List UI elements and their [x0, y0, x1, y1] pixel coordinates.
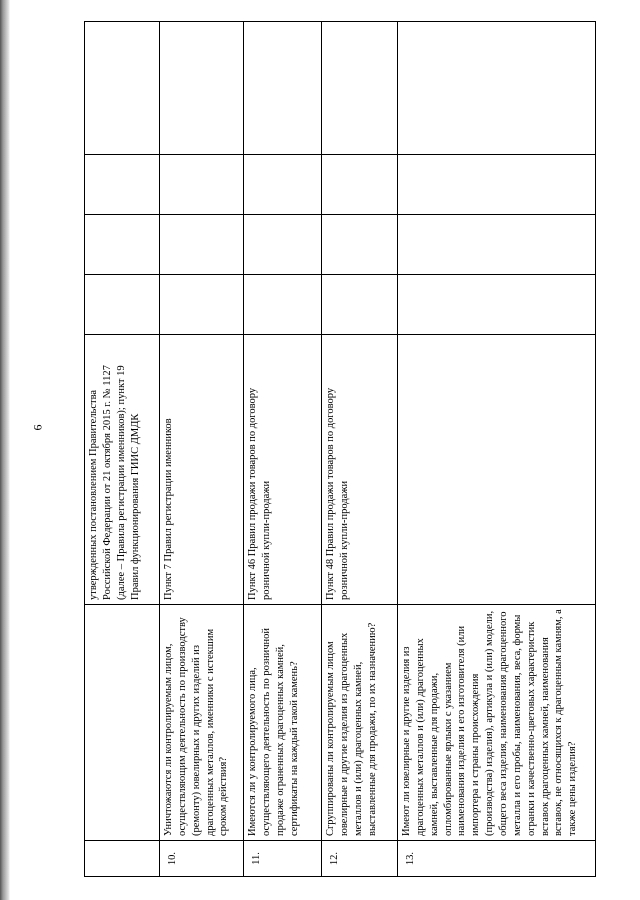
- empty-cell: [85, 22, 160, 155]
- question-cell: Сгруппированы ли контролируемым лицом ювелирные и другие изделия из драгоценных металлов и (или) драгоценных камней, выставленные для продажи, по их назначению?: [322, 605, 398, 841]
- rotated-checklist-table: [84, 22, 595, 877]
- reference-cell: [398, 335, 596, 605]
- reference-cell: Пункт 46 Правил продажи товаров по договору розничной купли-продажи: [244, 335, 322, 605]
- row-number: 13.: [398, 841, 596, 877]
- empty-cell: [398, 215, 596, 275]
- empty-cell: [160, 275, 244, 335]
- empty-cell: [322, 22, 398, 155]
- empty-cell: [244, 155, 322, 215]
- row-number: 12.: [322, 841, 398, 877]
- question-cell: Уничтожаются ли контролируемым лицом, осуществляющим деятельность по производству (ремонту) ювелирных и других изделий из драгоценных металлов, именники с истекшим сроком действия?: [160, 605, 244, 841]
- question-cell: [85, 605, 160, 841]
- table-row: [160, 22, 244, 877]
- empty-cell: [322, 155, 398, 215]
- question-cell: Имеют ли ювелирные и другие изделия из драгоценных металлов и (или) драгоценных камней, выставленные для продажи, опломбированные ярлыки с указанием наименования изделия и его изготовителя (или импортера и страны происхождения (производства) изделия), артикула и (или) модели, общего веса изделия, наименования драгоценного металла и его пробы, наименования, веса, формы огранки и качественно-цветовых характеристик вставок драгоценных камней, наименования вставок, не относящихся к драгоценным камням, а также цены изделия?: [398, 605, 596, 841]
- empty-cell: [85, 215, 160, 275]
- checklist-table: [84, 21, 596, 877]
- empty-cell: [244, 215, 322, 275]
- empty-cell: [398, 155, 596, 215]
- table-row: [322, 22, 398, 877]
- scan-edge: [0, 0, 10, 900]
- empty-cell: [160, 22, 244, 155]
- empty-cell: [322, 275, 398, 335]
- empty-cell: [398, 275, 596, 335]
- empty-cell: [244, 22, 322, 155]
- table-row: [244, 22, 322, 877]
- row-number: [85, 841, 160, 877]
- question-cell: Имеются ли у контролируемого лица, осуществляющего деятельность по розничной продаже ограненных драгоценных камней, сертификаты на каждый такой камень?: [244, 605, 322, 841]
- page-number: 6: [30, 424, 45, 431]
- table-row: [398, 22, 596, 877]
- row-number: 11.: [244, 841, 322, 877]
- empty-cell: [244, 275, 322, 335]
- table-row: [85, 22, 160, 877]
- empty-cell: [398, 22, 596, 155]
- empty-cell: [85, 275, 160, 335]
- reference-cell: Пункт 7 Правил регистрации именников: [160, 335, 244, 605]
- empty-cell: [85, 155, 160, 215]
- reference-cell: утвержденных постановлением Правительства Российской Федерации от 21 октября 2015 г. № 1127 (далее – Правила регистрации именников); пункт 19 Правил функционирования ГИИС ДМДК: [85, 335, 160, 605]
- row-number: 10.: [160, 841, 244, 877]
- empty-cell: [160, 155, 244, 215]
- empty-cell: [322, 215, 398, 275]
- reference-cell: Пункт 48 Правил продажи товаров по договору розничной купли-продажи: [322, 335, 398, 605]
- empty-cell: [160, 215, 244, 275]
